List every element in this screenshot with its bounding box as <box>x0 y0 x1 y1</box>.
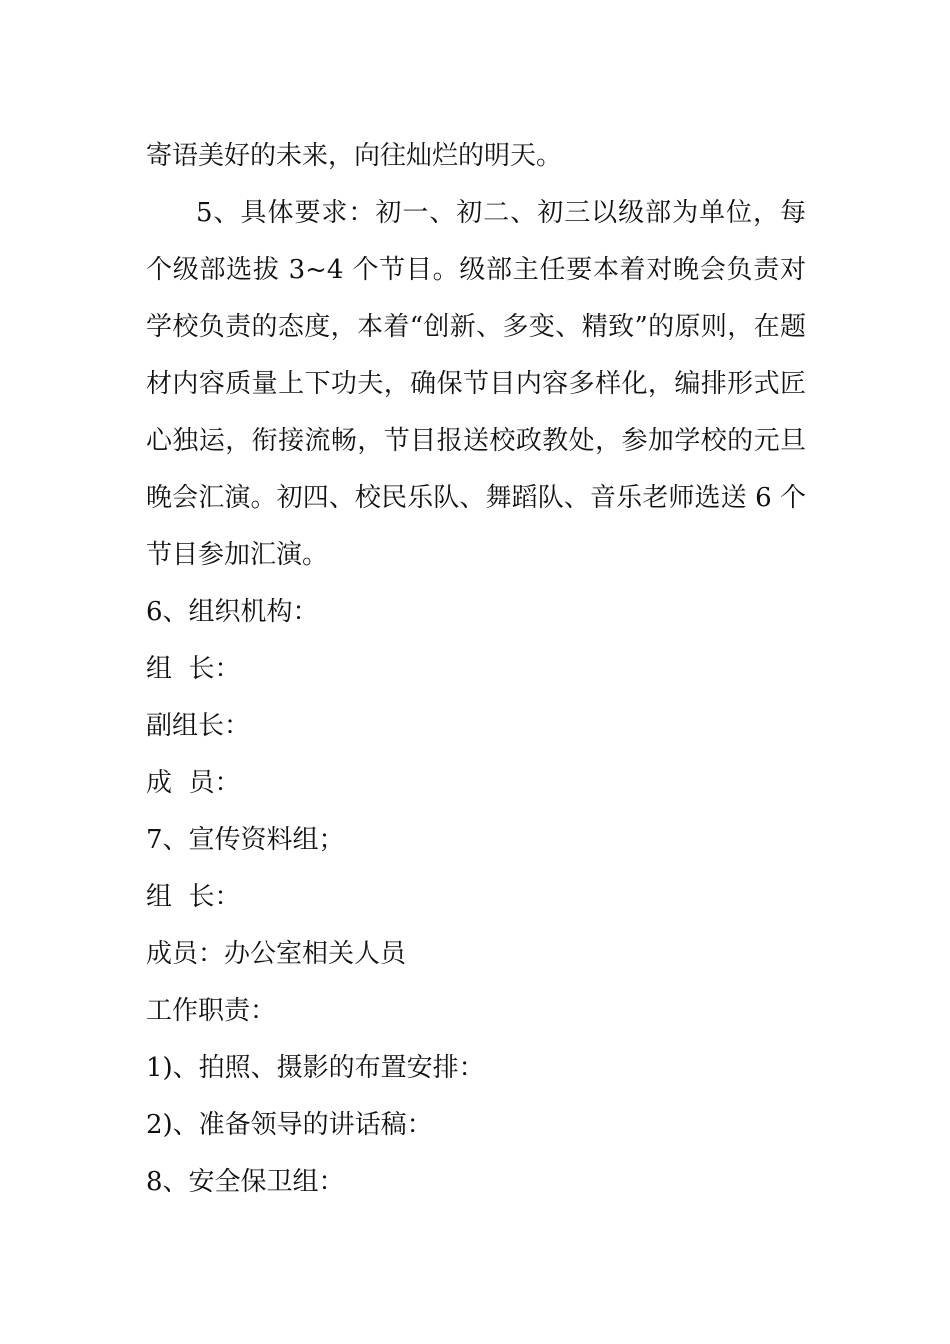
line-publicity-leader: 组 长： <box>146 882 241 912</box>
line-deputy-leader: 副组长： <box>146 711 251 741</box>
line-duty-speech: 2)、准备领导的讲话稿： <box>146 1110 433 1140</box>
paragraph-requirements: 5、具体要求：初一、初二、初三以级部为单位，每个级部选拔 3~4 个节目。级部主任要本着对晚会负责对学校负责的态度，本着“创新、多变、精致”的原则，在题材内容质量上下功夫，确保节目内容多样化，编排形式匠心独运，衔接流畅，节目报送校政教处，参加学校的元旦晚会汇演。初四、校民乐队、舞蹈队、音乐老师选送 6 个节目参加汇演。 <box>146 198 806 570</box>
heading-security-group: 8、安全保卫组： <box>146 1167 345 1197</box>
line-members: 成 员： <box>146 768 241 798</box>
line-duty-photography: 1)、拍照、摄影的布置安排： <box>146 1053 485 1083</box>
line-publicity-members: 成员：办公室相关人员 <box>146 939 407 969</box>
paragraph-closing-line: 寄语美好的未来，向往灿烂的明天。 <box>146 141 563 171</box>
heading-organization: 6、组织机构： <box>146 597 319 627</box>
line-duties-heading: 工作职责： <box>146 996 277 1026</box>
heading-publicity-group: 7、宣传资料组； <box>146 825 345 855</box>
line-group-leader: 组 长： <box>146 654 241 684</box>
document-body <box>146 128 806 1211</box>
